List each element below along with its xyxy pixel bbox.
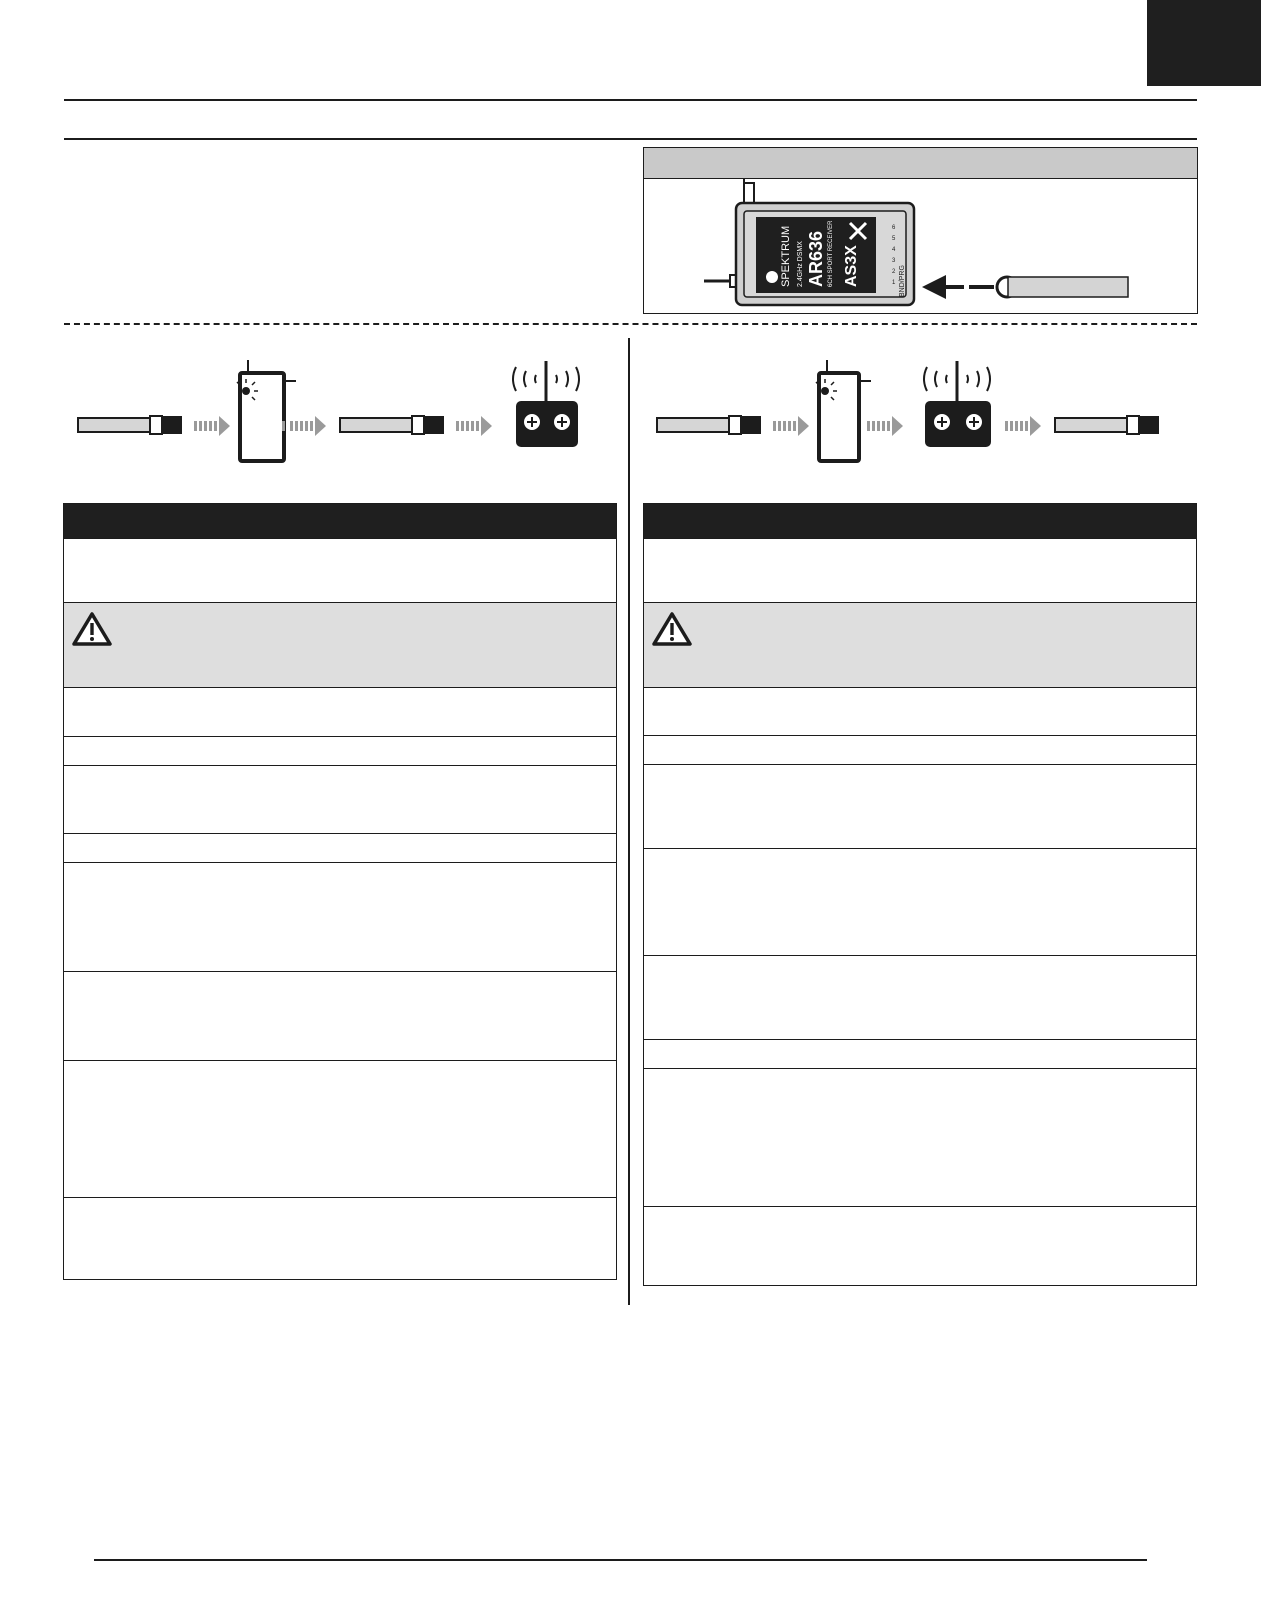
table-row [64,833,616,862]
arrow-icon [456,416,492,436]
right-procedure-table [643,503,1197,1286]
receiver-flashing-icon [816,360,871,461]
section-rule [64,138,1197,140]
footer-rule [94,1559,1147,1561]
table-row [64,736,616,765]
table-row [644,1206,1196,1285]
warning-triangle-icon [652,611,692,647]
table-header [644,504,1196,538]
top-rule [64,99,1197,101]
page-corner-tab [1147,0,1261,86]
table-row [64,687,616,736]
table-row [64,765,616,833]
right-bind-sequence [643,355,1183,465]
table-row [64,1197,616,1279]
table-row [644,1039,1196,1068]
svg-text:2: 2 [892,269,896,275]
svg-text:6CH SPORT RECEIVER: 6CH SPORT RECEIVER [828,220,834,287]
svg-text:AS3X: AS3X [843,245,860,287]
dashed-separator [64,323,1197,325]
left-bind-sequence [64,355,604,465]
svg-text:BND/PRG: BND/PRG [899,265,906,297]
battery-plug-icon [78,416,182,434]
svg-text:2.4GHz DSMX: 2.4GHz DSMX [797,241,804,287]
svg-text:SPEKTRUM: SPEKTRUM [780,225,792,287]
table-row [644,764,1196,848]
table-row [644,1068,1196,1206]
arrow-icon [194,416,230,436]
arrow-icon [867,416,903,436]
receiver-figure [643,147,1198,314]
table-row [644,955,1196,1039]
transmitter-icon [513,361,579,447]
receiver-flashing-icon [237,360,296,461]
warning-triangle-icon [72,611,112,647]
warning-row [64,602,616,687]
table-row [644,538,1196,602]
table-row [64,971,616,1060]
warning-row [644,602,1196,687]
svg-text:3: 3 [892,258,896,264]
table-row [64,538,616,602]
battery-plug-icon [340,416,444,434]
svg-text:1: 1 [892,280,896,286]
svg-text:4: 4 [892,247,896,253]
table-header [64,504,616,538]
battery-plug-icon [1055,416,1159,434]
arrow-icon [773,416,809,436]
svg-text:5: 5 [892,236,896,242]
table-row [644,848,1196,955]
arrow-icon [282,416,326,436]
column-divider [628,338,630,1305]
svg-text:AR636: AR636 [806,230,826,287]
battery-plug-icon [657,416,761,434]
table-row [64,862,616,971]
figure-header [644,148,1197,179]
transmitter-icon [924,361,991,447]
table-row [644,735,1196,764]
table-row [64,1060,616,1197]
receiver-bind-illustration [644,179,1197,313]
svg-text:6: 6 [892,225,896,231]
table-row [644,687,1196,735]
left-procedure-table [63,503,617,1280]
arrow-icon [1005,416,1041,436]
